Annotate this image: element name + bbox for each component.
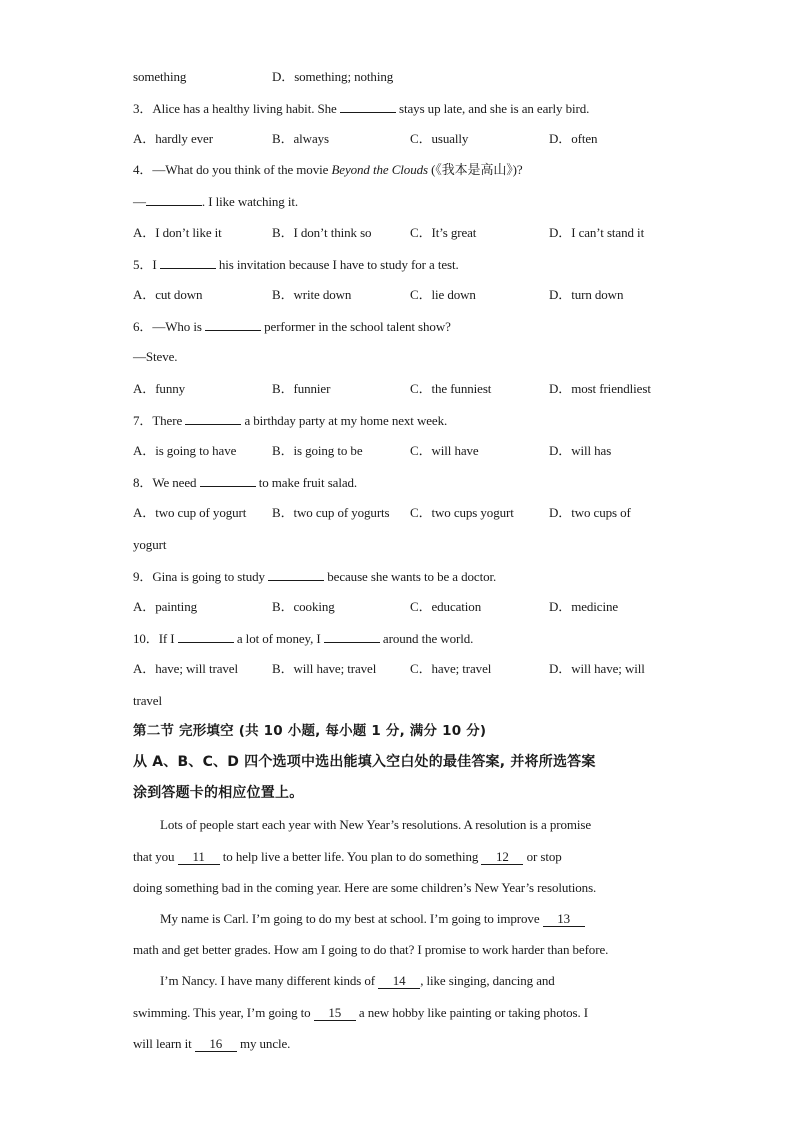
option-d-continued: yogurt: [133, 537, 167, 552]
blank-12: 12: [481, 850, 523, 865]
option-c: C．It’s great: [410, 225, 477, 240]
option-b: B．will have; travel: [272, 661, 377, 676]
question-9: 9．Gina is going to study because she wants to be a doctor.: [133, 569, 497, 584]
option-c: C．the funniest: [410, 381, 492, 396]
passage-line: My name is Carl. I’m going to do my best at school. I’m going to improve 13: [160, 911, 585, 927]
question-number: 10．: [133, 631, 159, 646]
section-instructions-line-2: 涂到答题卡的相应位置上。: [133, 785, 304, 801]
passage-line: swimming. This year, I’m going to 15 a new hobby like painting or taking photos. I: [133, 1005, 588, 1020]
answer-blank: [160, 256, 216, 269]
answer-blank: [200, 474, 256, 487]
option-c: C．education: [410, 599, 482, 614]
option-d: D．something; nothing: [272, 69, 394, 84]
option-b: B．funnier: [272, 381, 331, 396]
option-d: D．will have; will: [549, 661, 645, 676]
option-d: D．most friendliest: [549, 381, 651, 396]
option-d: D．I can’t stand it: [549, 225, 645, 240]
answer-blank: [340, 100, 396, 113]
option-a: A．painting: [133, 599, 197, 614]
question-number: 9．: [133, 569, 153, 584]
passage-line: Lots of people start each year with New Year’s resolutions. A resolution is a promise: [160, 817, 592, 832]
option-a: A．is going to have: [133, 443, 237, 458]
continued-option-text: something: [133, 69, 187, 84]
question-10: 10．If I a lot of money, I around the world.: [133, 631, 474, 646]
movie-title: Beyond the Clouds: [331, 162, 428, 177]
passage-line: that you 11 to help live a better life. You plan to do something 12 or stop: [133, 849, 562, 864]
question-4-response: — . I like watching it.: [133, 194, 299, 209]
question-number: 8．: [133, 475, 153, 490]
blank-11: 11: [178, 850, 220, 865]
option-c: C．have; travel: [410, 661, 492, 676]
question-6: 6．—Who is performer in the school talent show?: [133, 319, 451, 334]
option-c: C．usually: [410, 131, 469, 146]
question-number: 5．: [133, 257, 153, 272]
option-d: D．often: [549, 131, 598, 146]
option-b: B．always: [272, 131, 329, 146]
blank-16: 16: [195, 1037, 237, 1052]
option-b: B．cooking: [272, 599, 335, 614]
option-b: B．is going to be: [272, 443, 363, 458]
answer-blank: [205, 318, 261, 331]
question-3: 3．Alice has a healthy living habit. She stays up late, and she is an early bird.: [133, 101, 590, 116]
passage-line: will learn it 16 my uncle.: [133, 1036, 291, 1051]
section-heading: 第二节 完形填空 (共 10 小题, 每小题 1 分, 满分 10 分): [133, 723, 487, 739]
option-d: D．two cups of: [549, 505, 631, 520]
question-5: 5．I his invitation because I have to study for a test.: [133, 257, 459, 272]
question-7: 7．There a birthday party at my home next week.: [133, 413, 448, 428]
answer-blank: [146, 193, 202, 206]
option-d: D．will has: [549, 443, 612, 458]
option-c: C．lie down: [410, 287, 476, 302]
option-d: D．turn down: [549, 287, 624, 302]
question-8: 8．We need to make fruit salad.: [133, 475, 358, 490]
answer-blank: [324, 630, 380, 643]
option-b: B．I don’t think so: [272, 225, 372, 240]
option-d-continued: travel: [133, 693, 162, 708]
passage-line: I’m Nancy. I have many different kinds of 14 , like singing, dancing and: [160, 973, 555, 988]
option-a: A．funny: [133, 381, 186, 396]
question-6-response: —Steve.: [133, 349, 178, 364]
option-a: A．hardly ever: [133, 131, 213, 146]
option-d: D．medicine: [549, 599, 619, 614]
passage-line: math and get better grades. How am I going to do that? I promise to work harder than before.: [133, 942, 609, 957]
question-number: 4．: [133, 162, 153, 177]
answer-blank: [268, 568, 324, 581]
option-a: A．cut down: [133, 287, 203, 302]
option-a: A．two cup of yogurt: [133, 505, 247, 520]
blank-13: 13: [543, 912, 585, 927]
question-number: 7．: [133, 413, 153, 428]
blank-14: 14: [378, 974, 420, 989]
option-b: B．write down: [272, 287, 352, 302]
option-b: B．two cup of yogurts: [272, 505, 390, 520]
option-a: A．I don’t like it: [133, 225, 222, 240]
option-c: C．two cups yogurt: [410, 505, 514, 520]
option-c: C．will have: [410, 443, 479, 458]
passage-line: doing something bad in the coming year. Here are some children’s New Year’s resolutions.: [133, 880, 597, 895]
question-number: 3．: [133, 101, 153, 116]
answer-blank: [185, 412, 241, 425]
blank-15: 15: [314, 1006, 356, 1021]
section-instructions-line-1: 从 A、B、C、D 四个选项中选出能填入空白处的最佳答案, 并将所选答案: [133, 754, 596, 770]
option-a: A．have; will travel: [133, 661, 238, 676]
question-4: 4．—What do you think of the movie Beyond the Clouds (《我本是高山》)?: [133, 162, 523, 177]
answer-blank: [178, 630, 234, 643]
question-number: 6．: [133, 319, 153, 334]
